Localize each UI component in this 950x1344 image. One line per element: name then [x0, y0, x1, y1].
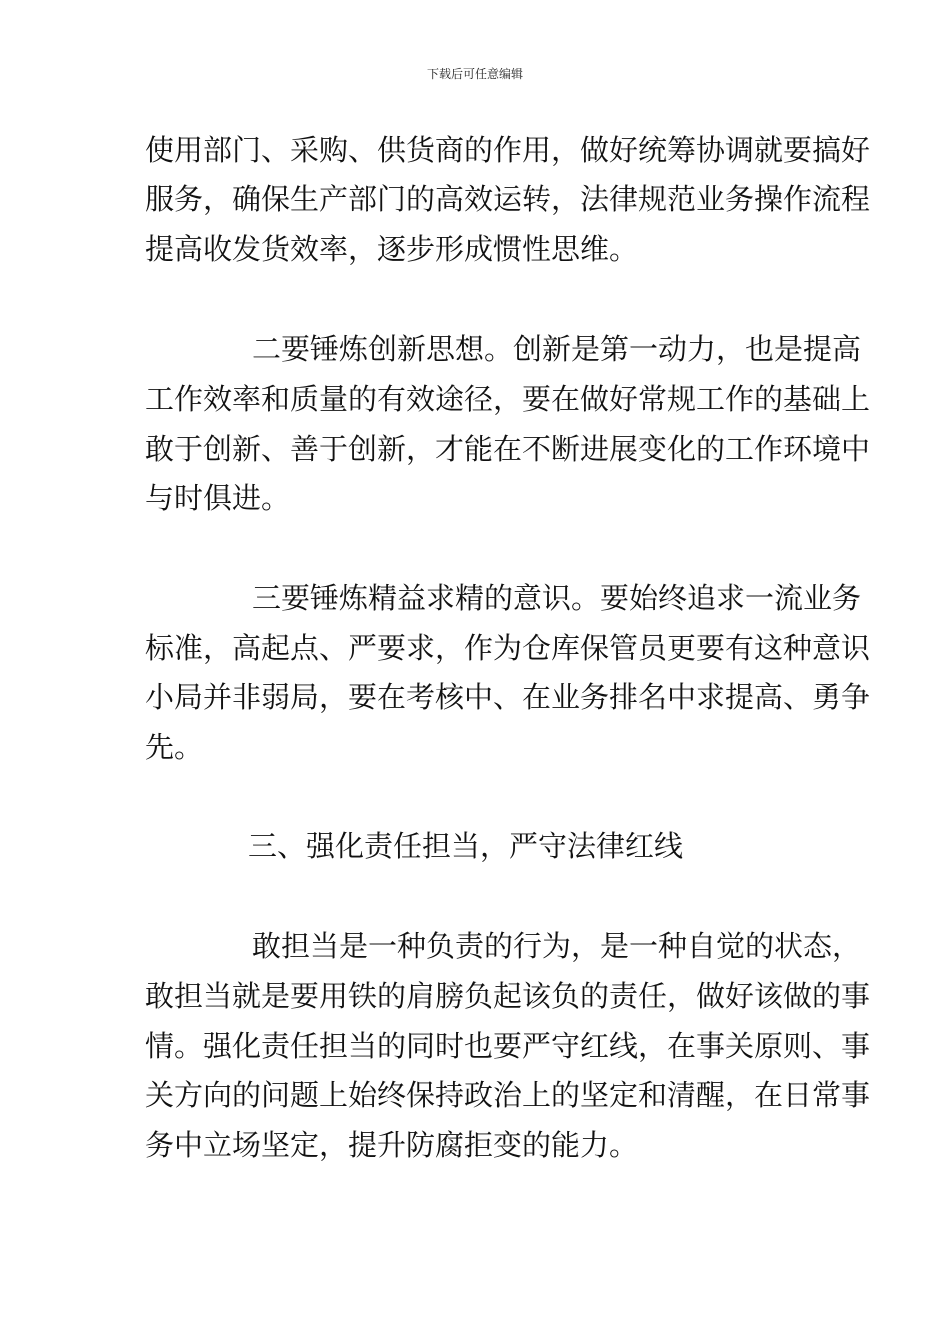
paragraph-2-line-3: 敢于创新、善于创新，才能在不断进展变化的工作环境中: [145, 432, 871, 466]
paragraph-2-line-4: 与时俱进。: [145, 481, 291, 515]
paragraph-2-line-1: 二要锤炼创新思想。创新是第一动力，也是提高: [252, 332, 862, 366]
paragraph-3-line-4: 先。: [145, 730, 204, 764]
paragraph-2-line-2: 工作效率和质量的有效途径，要在做好常规工作的基础上: [145, 382, 871, 416]
paragraph-5-line-3: 情。强化责任担当的同时也要严守红线，在事关原则、事: [145, 1029, 871, 1063]
paragraph-5-line-2: 敢担当就是要用铁的肩膀负起该负的责任，做好该做的事: [145, 979, 871, 1013]
paragraph-5-line-4: 关方向的问题上始终保持政治上的坚定和清醒，在日常事: [145, 1078, 871, 1112]
paragraph-1-line-3: 提高收发货效率，逐步形成惯性思维。: [145, 232, 639, 266]
paragraph-5-line-1: 敢担当是一种负责的行为，是一种自觉的状态，: [252, 929, 862, 963]
page-header-note: 下载后可任意编辑: [426, 67, 523, 81]
paragraph-1-line-1: 使用部门、采购、供货商的作用，做好统筹协调就要搞好: [145, 133, 871, 167]
paragraph-1-line-2: 服务，确保生产部门的高效运转，法律规范业务操作流程: [145, 182, 871, 216]
section-heading: 三、强化责任担当，严守法律红线: [248, 829, 684, 863]
paragraph-5-line-5: 务中立场坚定，提升防腐拒变的能力。: [145, 1128, 639, 1162]
paragraph-3-line-3: 小局并非弱局，要在考核中、在业务排名中求提高、勇争: [145, 680, 871, 714]
paragraph-3-line-1: 三要锤炼精益求精的意识。要始终追求一流业务: [252, 581, 862, 615]
paragraph-3-line-2: 标准，高起点、严要求，作为仓库保管员更要有这种意识: [145, 631, 871, 665]
